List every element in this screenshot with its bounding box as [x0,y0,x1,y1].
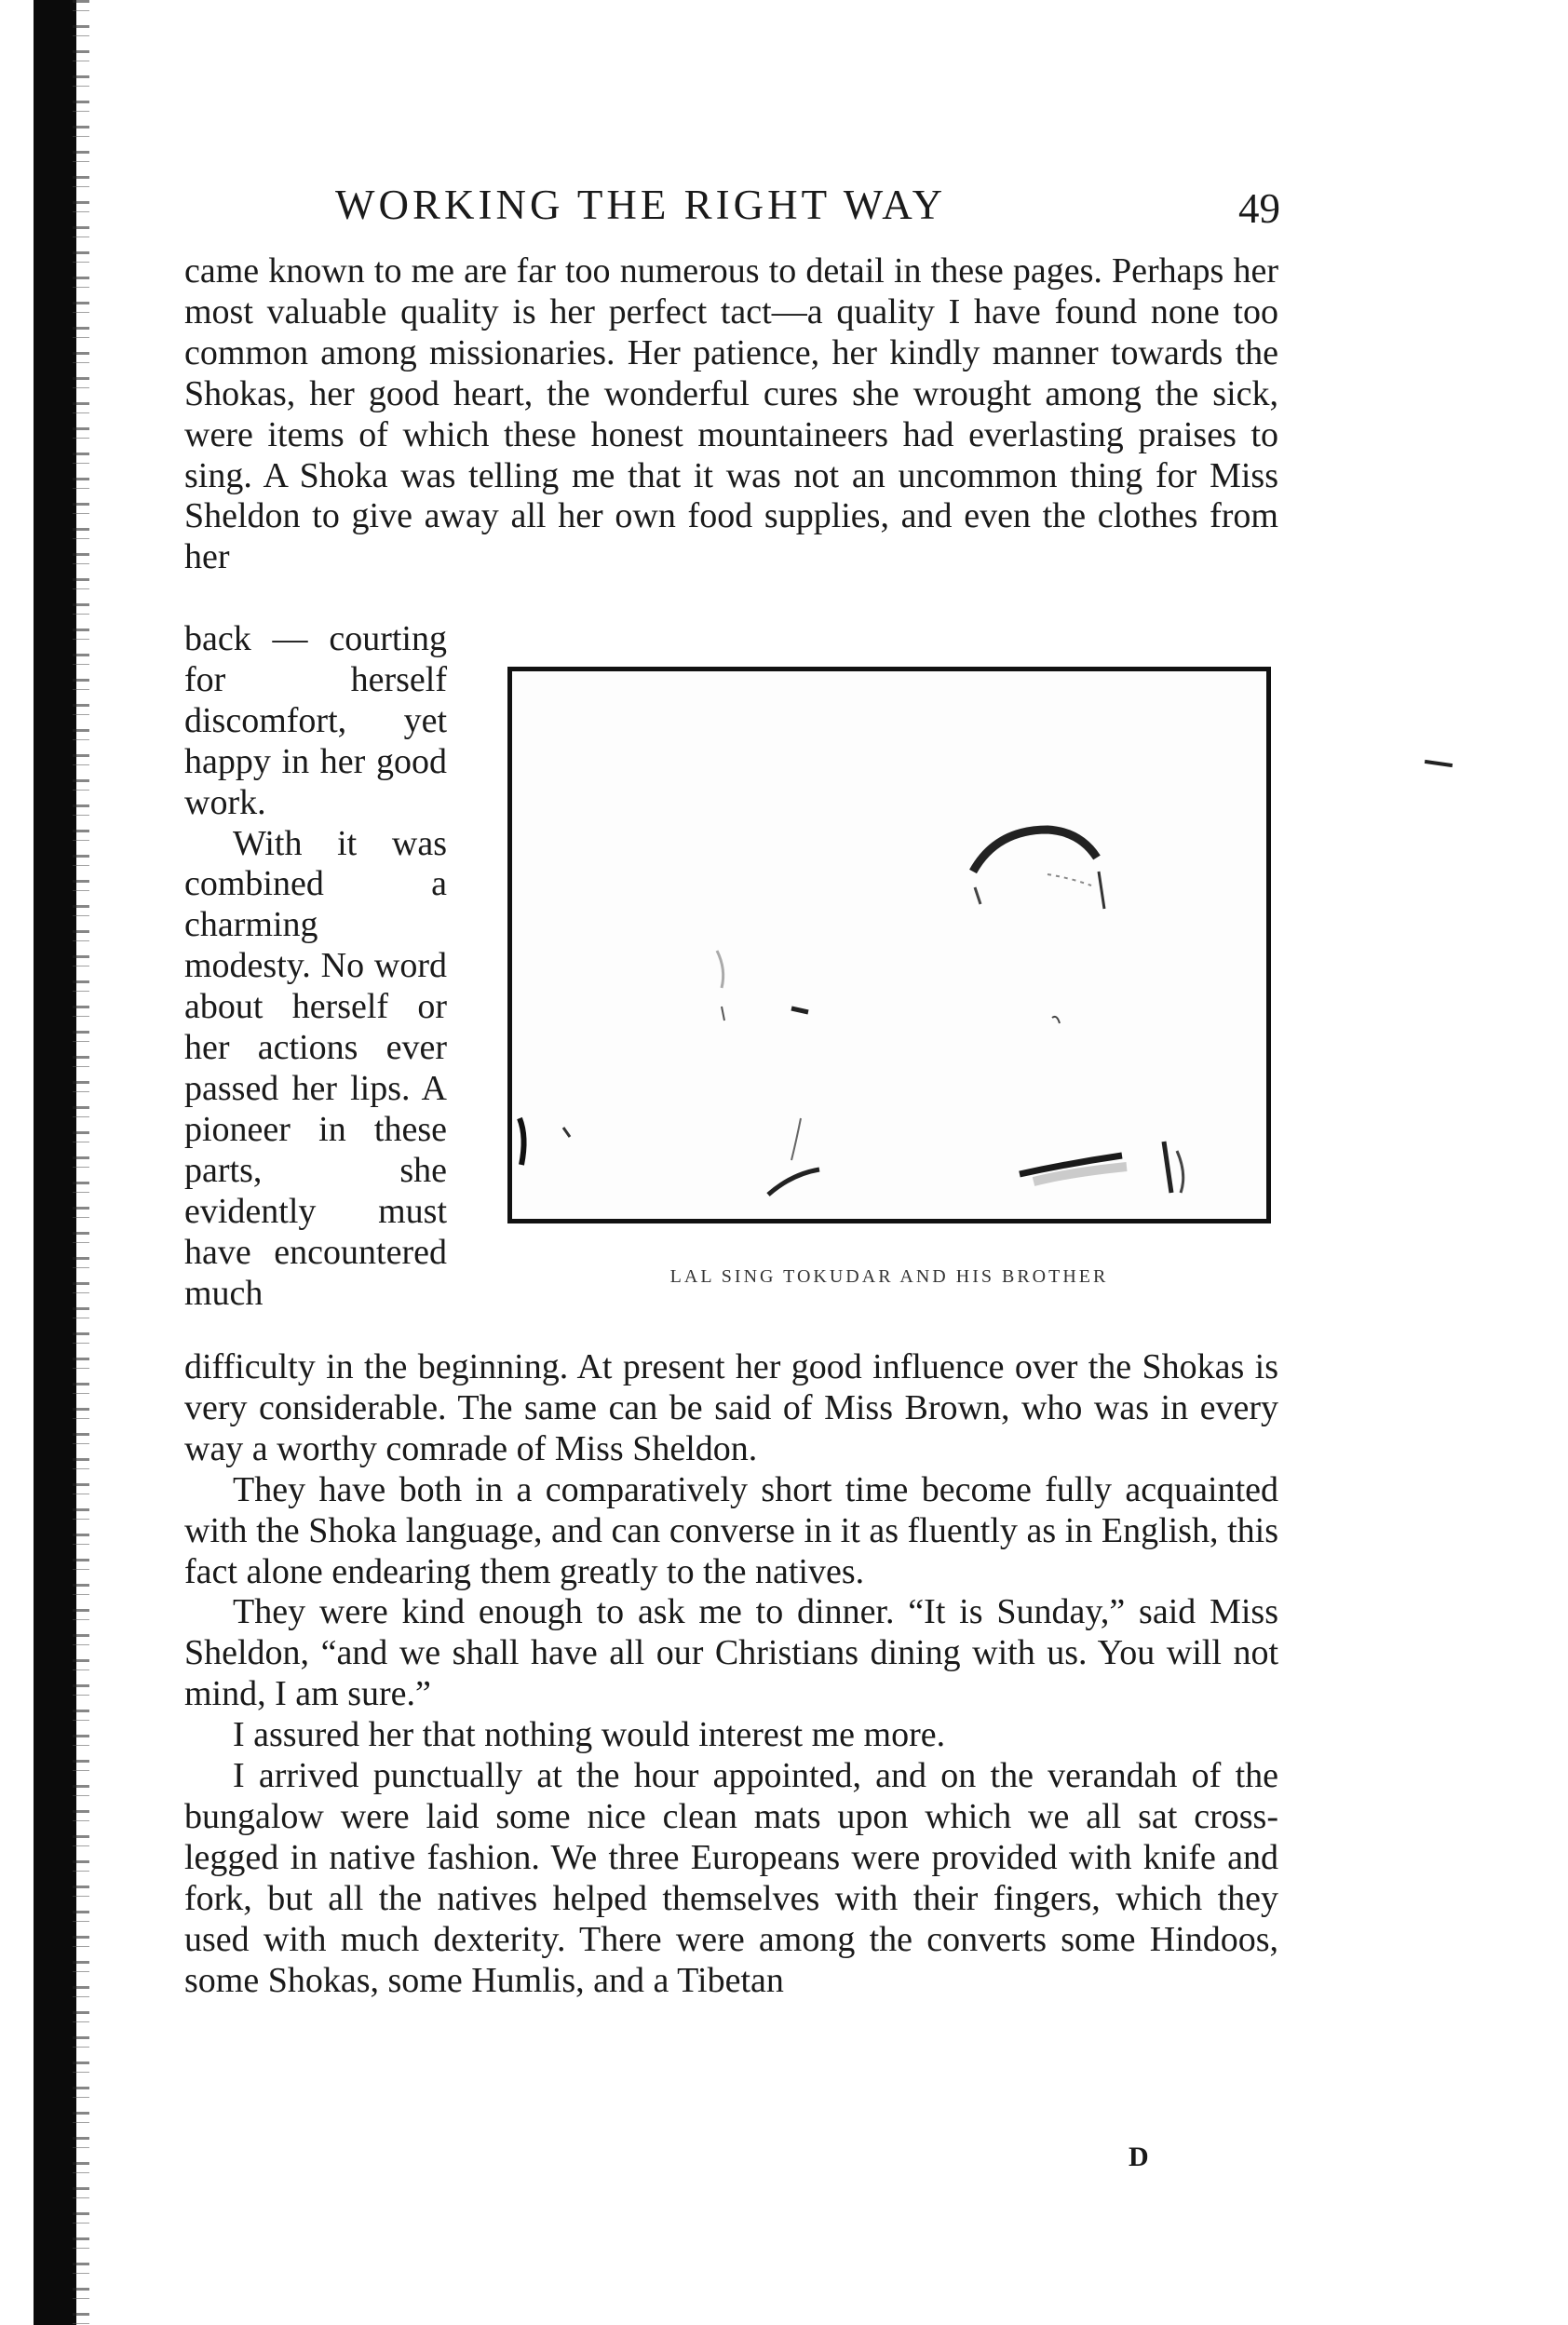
signature-mark: D [1129,2142,1149,2172]
stray-ink-mark [1425,760,1453,767]
paragraph: They were kind enough to ask me to dinner. “It is Sunday,” said Miss Sheldon, “and we shall have all our Christians dining with us. You will not mind, I am sure.” [184,1592,1278,1714]
paragraph: came known to me are far too numerous to detail in these pages. Perhaps her most valuable quality is her perfect tact—a quality I have found none too common among missionaries. Her patience, her kindly manner towards the Shokas, her good heart, the wonderful cures she wrought among the sick, were items of which these honest mountaineers had everlasting praises to sing. A Shoka was telling me that it was not an uncommon thing for Miss Sheldon to give away all her own food supplies, and even the clothes from her [184,251,1278,577]
paragraph: I arrived punctually at the hour appointed, and on the verandah of the bungalow were laid some nice clean mats upon which we all sat cross-legged in native fashion. We three Europeans were provided with knife and fork, but all the natives helped themselves with their fingers, which they used with much dexterity. There were among the converts some Hindoos, some Shokas, some Humlis, and a Tibetan [184,1756,1278,2000]
book-spine-shadow [34,0,76,2325]
paragraph: I assured her that nothing would interest me more. [233,1715,946,1755]
figure-caption: LAL SING TOKUDAR AND HIS BROTHER [669,1266,1109,1287]
body-text-top [184,251,1278,578]
running-title: WORKING THE RIGHT WAY [335,182,947,228]
paragraph: difficulty in the beginning. At present her good influence over the Shokas is very considerable. The same can be said of Miss Brown, who was in every way a worthy comrade of Miss Sheldon. [184,1347,1278,1468]
paragraph: They have both in a comparatively short time become fully acquainted with the Shoka language, and can converse in it as fluently as in English, this fact alone endearing them greatly to the natives. [184,1469,1278,1591]
paragraph: back — courting for herself discomfort, yet happy in her good work. [184,619,447,822]
page-number: 49 [1238,185,1280,232]
faded-photo-image [512,671,1266,1219]
body-text-side-column [184,619,447,1314]
photograph-plate [507,667,1271,1223]
page-edge-texture [73,0,89,2325]
body-text-bottom [184,1347,1278,2002]
paragraph: With it was combined a charming modesty. No word about herself or her actions ever passed her lips. A pioneer in these parts, she evidently must have encountered much [184,823,447,1313]
page-header [335,175,1280,235]
